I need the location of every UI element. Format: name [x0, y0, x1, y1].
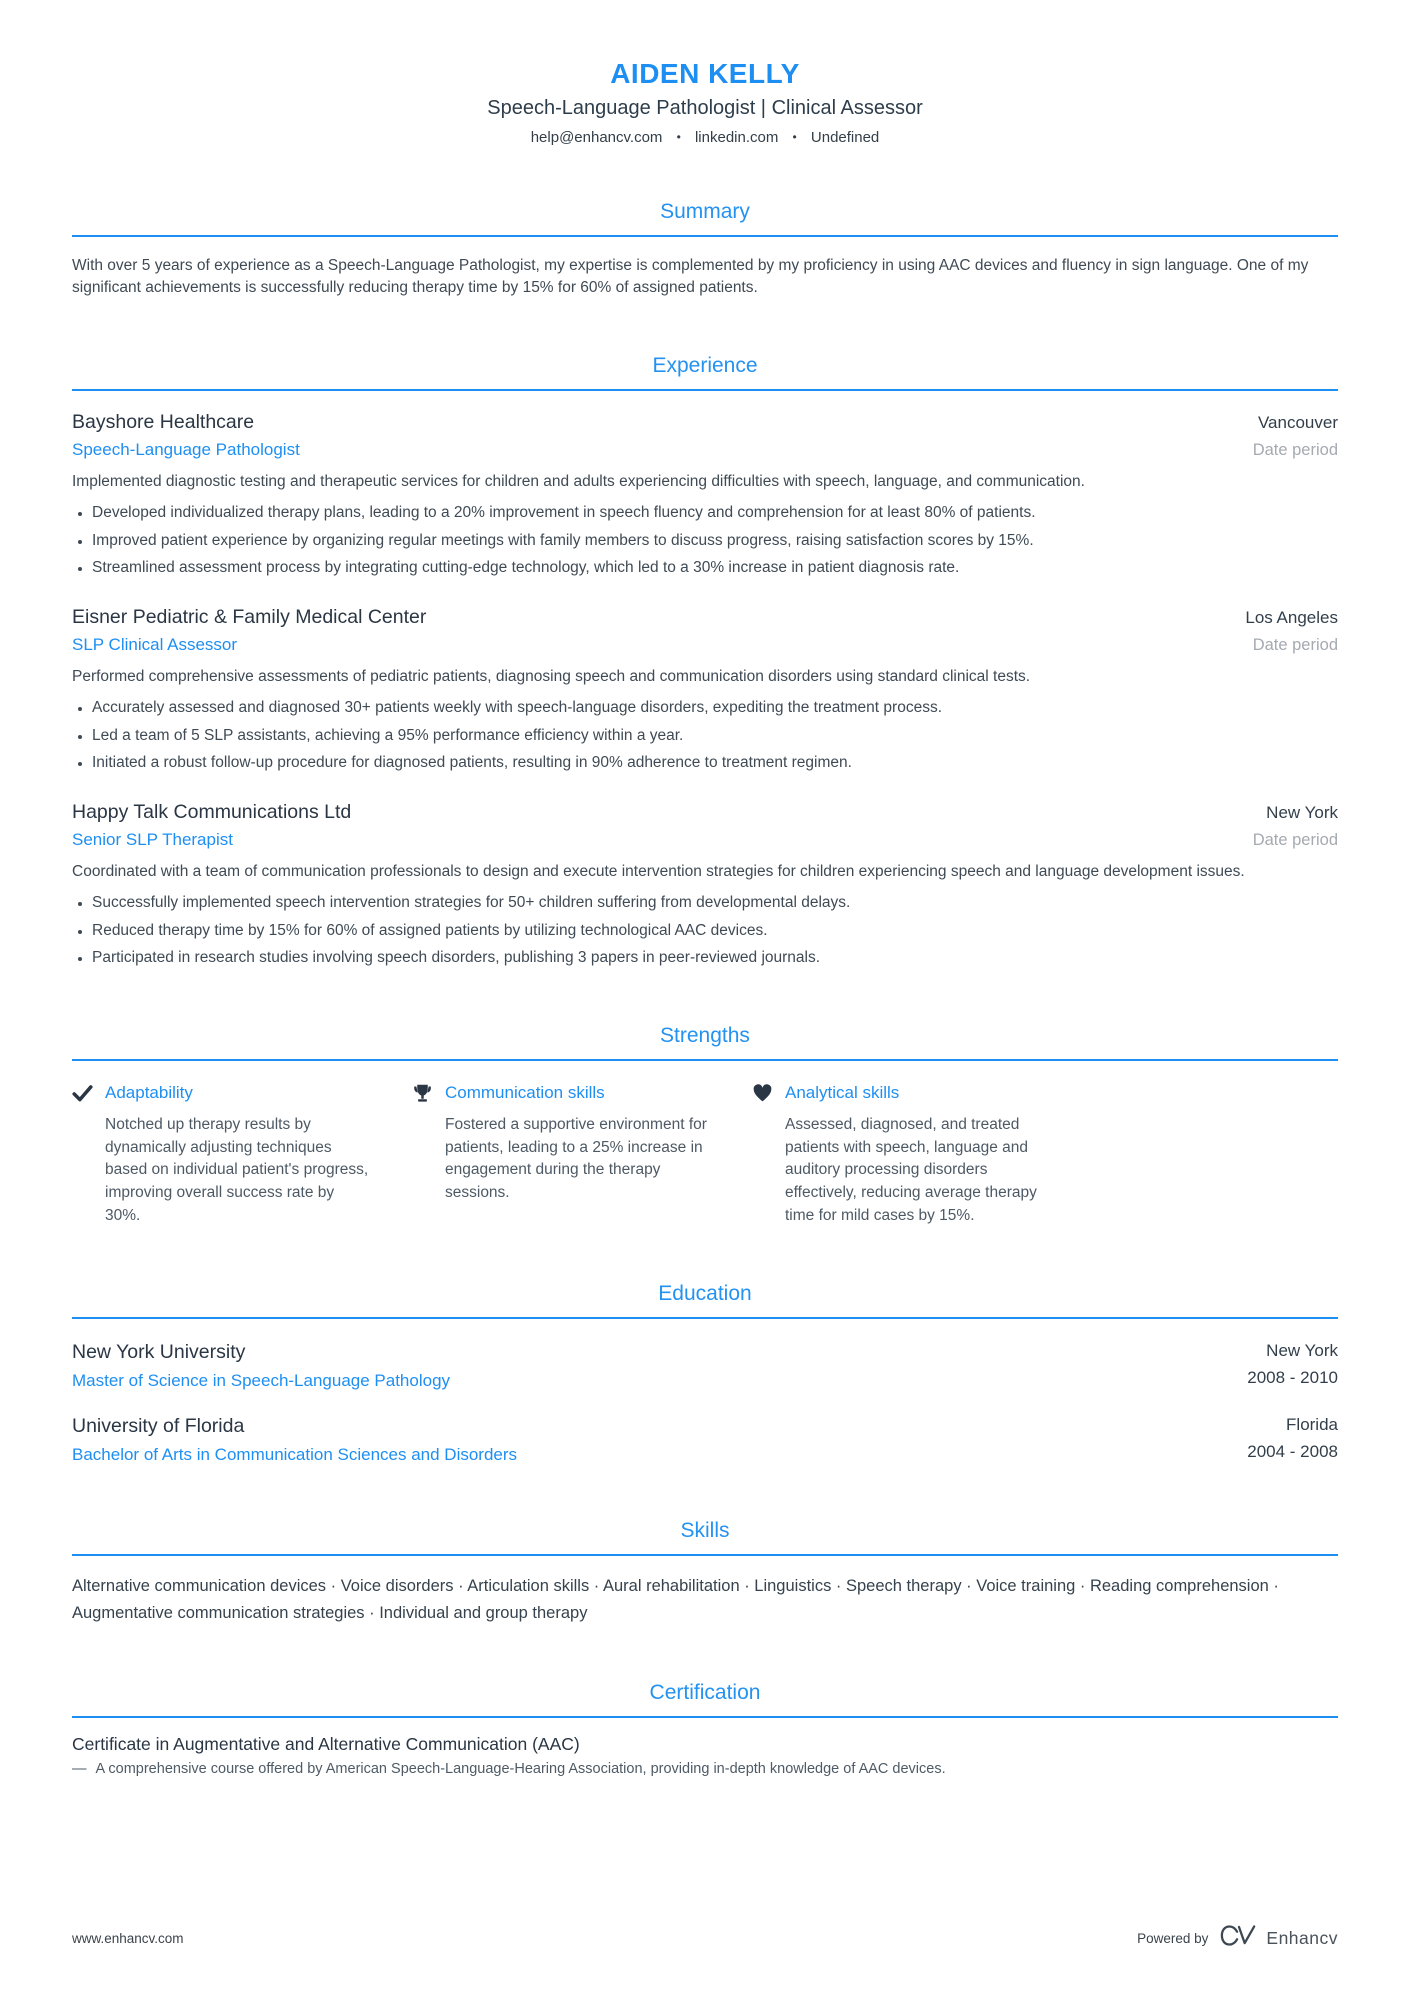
section-divider	[72, 1554, 1338, 1556]
experience-heading: Experience	[652, 353, 758, 377]
degree-name: Bachelor of Arts in Communication Sciences and Disorders	[72, 1445, 518, 1465]
contact-separator: •	[792, 130, 797, 144]
section-divider	[72, 235, 1338, 237]
checkmark-icon	[72, 1083, 93, 1104]
section-skills	[72, 1519, 1338, 1626]
heart-icon	[752, 1083, 773, 1104]
strength-text: Assessed, diagnosed, and treated patients with speech, language and auditory processing disorders effectively, reducing average therapy time for mild cases by 15%.	[785, 1115, 1037, 1225]
contact-email[interactable]: help@enhancv.com	[530, 129, 663, 146]
school-name: New York University	[72, 1341, 246, 1364]
contact-linkedin[interactable]: linkedin.com	[694, 129, 779, 146]
powered-by-label: Powered by	[1137, 1930, 1209, 1946]
job-bullet: • Initiated a robust follow-up procedure for diagnosed patients, resulting in 90% adherence to treatment regimen.	[92, 752, 1338, 774]
certificate-description: A comprehensive course offered by American Speech-Language-Hearing Association, providing in-depth knowledge of AAC devices.	[95, 1760, 946, 1777]
job-description: Implemented diagnostic testing and therapeutic services for children and adults experiencing difficulties with speech, language, and communication.	[72, 472, 1085, 490]
skills-heading: Skills	[680, 1519, 730, 1543]
summary-text: With over 5 years of experience as a Speech-Language Pathologist, my expertise is complemented by my proficiency in using AAC devices and fluency in sign language. One of my significant achievements is successfully reducing therapy time by 15% for 60% of assigned patients.	[72, 257, 1309, 297]
strength-title: Adaptability	[105, 1083, 193, 1103]
strength-text: Fostered a supportive environment for patients, leading to a 25% increase in engagement during the therapy sessions.	[445, 1115, 707, 1202]
contact-line	[72, 129, 1338, 146]
job-bullet-list	[72, 502, 1338, 579]
education-entry	[72, 1415, 1338, 1465]
strength-text: Notched up therapy results by dynamically adjusting techniques based on individual patient's progress, improving overall success rate by 30%.	[105, 1115, 369, 1225]
experience-entry	[72, 606, 1338, 775]
job-location: Vancouver	[1257, 412, 1338, 432]
company-name: Happy Talk Communications Ltd	[72, 800, 352, 823]
job-role: Speech-Language Pathologist	[72, 439, 300, 459]
section-experience	[72, 354, 1338, 970]
job-bullet: • Led a team of 5 SLP assistants, achieving a 95% performance efficiency within a year.	[92, 725, 1338, 747]
strength-title: Analytical skills	[785, 1083, 900, 1103]
job-period: Date period	[1252, 830, 1338, 849]
contact-separator: •	[676, 130, 681, 144]
page-footer	[72, 1923, 1338, 1953]
section-strengths	[72, 1024, 1338, 1229]
education-heading: Education	[658, 1282, 752, 1306]
trophy-icon	[412, 1083, 433, 1104]
school-name: University of Florida	[72, 1415, 245, 1438]
section-divider	[72, 1059, 1338, 1061]
job-bullet: • Accurately assessed and diagnosed 30+ patients weekly with speech-language disorders, expediting the treatment process.	[92, 697, 1338, 719]
job-bullet: • Improved patient experience by organizing regular meetings with family members to discuss progress, raising satisfaction scores by 15%.	[92, 530, 1338, 552]
skills-list: Alternative communication devices · Voice disorders · Articulation skills · Aural rehabilitation · Linguistics · Speech therapy · Voice training · Reading comprehension · Augmentative communication strategies · Individual and group therapy	[72, 1577, 1279, 1622]
school-years: 2008 - 2010	[1247, 1368, 1338, 1388]
section-divider	[72, 1317, 1338, 1319]
school-location: New York	[1266, 1341, 1338, 1361]
school-years: 2004 - 2008	[1247, 1442, 1338, 1462]
experience-entry	[72, 801, 1338, 970]
enhancv-brand-name: Enhancv	[1266, 1927, 1338, 1948]
company-name: Eisner Pediatric & Family Medical Center	[72, 605, 427, 628]
enhancv-logo-icon	[1220, 1923, 1258, 1953]
job-bullet-list	[72, 892, 1338, 969]
job-description: Coordinated with a team of communication professionals to design and execute intervention strategies for children experiencing speech and language development issues.	[72, 862, 1245, 880]
job-period: Date period	[1252, 440, 1338, 459]
website-link[interactable]: www.enhancv.com	[72, 1930, 184, 1946]
job-bullet: • Developed individualized therapy plans, leading to a 20% improvement in speech fluency and comprehension for at least 80% of patients.	[92, 502, 1338, 524]
school-location: Florida	[1286, 1415, 1338, 1435]
strength-item	[412, 1083, 709, 1229]
job-location: Los Angeles	[1245, 607, 1338, 627]
certificate-title: Certificate in Augmentative and Alternative Communication (AAC)	[72, 1733, 580, 1754]
company-name: Bayshore Healthcare	[72, 410, 255, 433]
contact-extra: Undefined	[810, 129, 880, 146]
education-entry	[72, 1341, 1338, 1391]
summary-heading: Summary	[660, 200, 750, 223]
section-divider	[72, 1716, 1338, 1718]
job-description: Performed comprehensive assessments of pediatric patients, diagnosing speech and communication disorders using standard clinical tests.	[72, 667, 1031, 685]
dash-marker: —	[72, 1760, 87, 1777]
certification-heading: Certification	[649, 1680, 761, 1704]
job-bullet: • Participated in research studies involving speech disorders, publishing 3 papers in peer-reviewed journals.	[92, 947, 1338, 969]
strengths-heading: Strengths	[660, 1023, 750, 1047]
experience-entry	[72, 411, 1338, 580]
job-role: SLP Clinical Assessor	[72, 634, 238, 654]
section-summary	[72, 200, 1338, 300]
job-bullet: • Successfully implemented speech intervention strategies for 50+ children suffering from developmental delays.	[92, 892, 1338, 914]
job-location: New York	[1266, 802, 1338, 822]
strength-item	[72, 1083, 369, 1229]
job-period: Date period	[1252, 635, 1338, 654]
person-name: AIDEN KELLY	[610, 58, 800, 89]
job-bullet: • Streamlined assessment process by integrating cutting-edge technology, which led to a 30% increase in patient diagnosis rate.	[92, 557, 1338, 579]
strength-item	[752, 1083, 1049, 1229]
strength-title: Communication skills	[445, 1083, 605, 1103]
job-role: Senior SLP Therapist	[72, 829, 233, 849]
degree-name: Master of Science in Speech-Language Pathology	[72, 1371, 451, 1391]
resume-header	[72, 58, 1338, 146]
strengths-grid	[72, 1083, 1338, 1229]
job-bullet-list	[72, 697, 1338, 774]
section-certification	[72, 1681, 1338, 1777]
section-divider	[72, 389, 1338, 391]
section-education	[72, 1282, 1338, 1465]
job-bullet: • Reduced therapy time by 15% for 60% of assigned patients by utilizing technological AAC devices.	[92, 920, 1338, 942]
person-job-title: Speech-Language Pathologist | Clinical Assessor	[487, 97, 923, 119]
